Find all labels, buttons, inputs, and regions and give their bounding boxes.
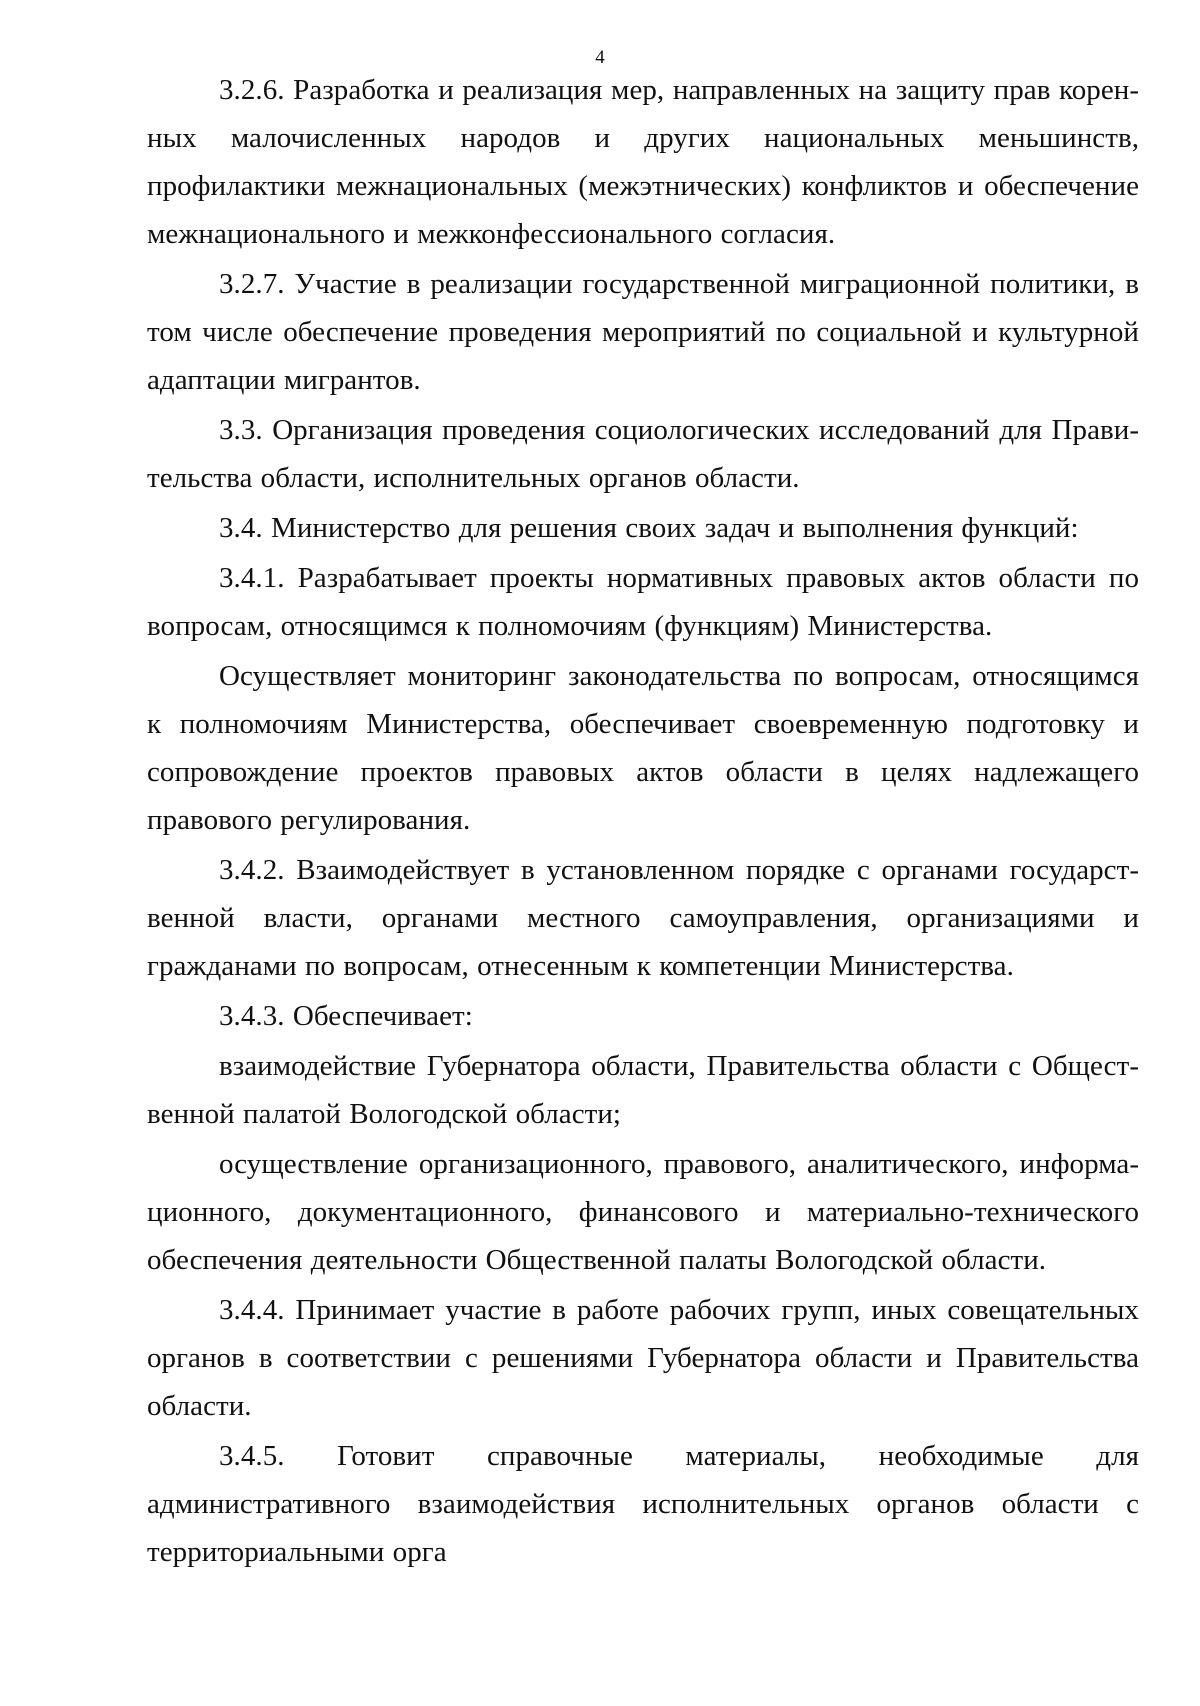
- document-body: [147, 66, 1139, 1576]
- paragraph-3-4-5: 3.4.5. Готовит справочные материалы, необходимые для административного взаимодействия исполнительных органов области с территориальными орга: [147, 1440, 1139, 1568]
- paragraph-monitoring: Осуществляет мониторинг законодательства по вопросам, относящимся к полномочиям Министерства, обеспечивает своевременную подготовку и сопровождение проектов правовых актов области в целях надлежащего правового регулирования.: [147, 660, 1139, 836]
- paragraph-3-4-4: 3.4.4. Принимает участие в работе рабочих групп, иных совещательных органов в соответствии с решениями Губернатора области и Правительства области.: [147, 1294, 1139, 1422]
- paragraph-3-2-6: 3.2.6. Разработка и реализация мер, направленных на защиту прав коренных малочисленных народов и других национальных меньшинств, профилактики межнациональных (межэтнических) конфликтов и обеспечение межнационального и межконфессионального согласия.: [147, 74, 1139, 250]
- paragraph-3-4-1: 3.4.1. Разрабатывает проекты нормативных правовых актов области по вопросам, относящимся к полномочиям (функциям) Министерства.: [147, 562, 1139, 642]
- paragraph-3-4: 3.4. Министерство для решения своих задач и выполнения функций:: [219, 512, 1079, 544]
- paragraph-3-3: 3.3. Организация проведения социологических исследований для Правительства области, исполнительных органов области.: [147, 414, 1139, 494]
- paragraph-3-4-2: 3.4.2. Взаимодействует в установленном порядке с органами государственной власти, органами местного самоуправления, организациями и гражданами по вопросам, отнесенным к компетенции Министерства.: [147, 854, 1139, 982]
- paragraph-interaction: взаимодействие Губернатора области, Правительства области с Общественной палатой Вологодской области;: [147, 1050, 1139, 1130]
- paragraph-3-4-3: 3.4.3. Обеспечивает:: [219, 1000, 473, 1032]
- page-number: 4: [595, 47, 605, 68]
- paragraph-3-2-7: 3.2.7. Участие в реализации государственной миграционной политики, в том числе обеспечение проведения мероприятий по социальной и культурной адаптации мигрантов.: [147, 268, 1139, 396]
- paragraph-support: осуществление организационного, правового, аналитического, информационного, документационного, финансового и материально-технического обеспечения деятельности Общественной палаты Вологодской области.: [147, 1148, 1139, 1276]
